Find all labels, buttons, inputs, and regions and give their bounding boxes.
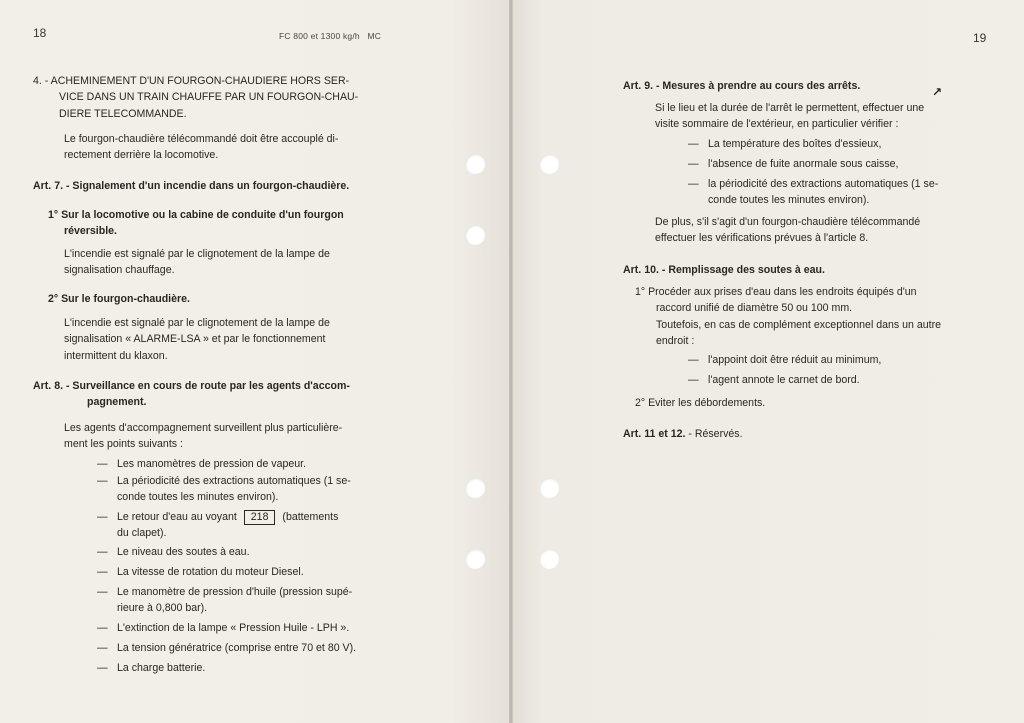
dash-bullet: — [97, 511, 108, 523]
list-item-text: l'appoint doit être réduit au minimum, [708, 354, 882, 366]
dash-bullet: — [97, 475, 108, 487]
title-line: pagnement. [87, 396, 147, 409]
art9-title: Art. 9. - Mesures à prendre au cours des arrêts. [623, 80, 861, 92]
book-gutter [509, 0, 513, 723]
dash-bullet: — [97, 622, 108, 634]
list-item [97, 660, 402, 676]
paragraph-line: Le fourgon-chaudière télécommandé doit être accouplé di- [64, 133, 339, 145]
left-page-number: 18 [33, 26, 47, 40]
art10-item2: 2° Eviter les débordements. [635, 397, 766, 409]
section-4-heading [33, 73, 403, 122]
dash-bullet: — [97, 566, 108, 578]
binder-hole [465, 225, 485, 245]
list-item-text: l'agent annote le carnet de bord. [708, 374, 860, 386]
paragraph-line: signalisation chauffage. [64, 264, 175, 277]
list-item-text: conde toutes les minutes environ). [117, 491, 279, 504]
dash-bullet: — [688, 138, 699, 150]
list-item-text: rieure à 0,800 bar). [117, 602, 208, 615]
dash-bullet: — [97, 586, 108, 598]
list-item-text: L'extinction de la lampe « Pression Huile - LPH ». [117, 622, 350, 634]
binder-hole [465, 478, 485, 498]
paragraph-line: ment les points suivants : [64, 438, 183, 451]
list-item-text: Le retour d'eau au voyant [117, 511, 237, 523]
list-item [97, 640, 407, 656]
art9-paragraph [655, 100, 995, 133]
list-item-text: La périodicité des extractions automatiques (1 se- [117, 475, 351, 487]
dash-bullet: — [688, 178, 699, 190]
running-header: FC 800 et 1300 kg/h MC [279, 31, 382, 41]
dash-bullet: — [688, 158, 699, 170]
art7-item2-paragraph [64, 315, 399, 364]
dash-bullet: — [688, 354, 699, 366]
list-item-text: La charge batterie. [117, 662, 206, 674]
dash-bullet: — [97, 642, 108, 654]
paragraph-line: visite sommaire de l'extérieur, en particulier vérifier : [655, 118, 899, 131]
dash-bullet: — [688, 374, 699, 386]
paragraph-line: endroit : [656, 334, 695, 347]
list-item-text: Le manomètre de pression d'huile (pression supé- [117, 586, 353, 598]
paragraph-line: Les agents d'accompagnement surveillent plus particulière- [64, 422, 343, 434]
list-item [688, 156, 988, 172]
dash-bullet: — [97, 662, 108, 674]
list-item [688, 372, 988, 388]
list-item-text: conde toutes les minutes environ). [708, 194, 870, 207]
list-item [97, 584, 402, 617]
list-item [688, 136, 988, 152]
list-item [688, 176, 993, 209]
list-item-text: La vitesse de rotation du moteur Diesel. [117, 566, 304, 578]
paragraph-line: De plus, s'il s'agit d'un fourgon-chaudière télécommandé [655, 216, 921, 228]
list-item-text: Le niveau des soutes à eau. [117, 546, 250, 558]
list-item [688, 352, 988, 368]
art10-title: Art. 10. - Remplissage des soutes à eau. [623, 264, 825, 276]
art8-paragraph [64, 420, 399, 453]
dash-bullet: — [97, 546, 108, 558]
paragraph-line: raccord unifié de diamètre 50 ou 100 mm. [656, 302, 853, 315]
right-page-number: 19 [973, 31, 987, 45]
list-item-text: La tension génératrice (comprise entre 70 et 80 V). [117, 642, 357, 654]
art11-12 [623, 426, 923, 442]
art8-title [33, 378, 403, 411]
pen-mark-icon: ↗ [932, 85, 943, 99]
binder-hole [465, 549, 485, 569]
art7-item1-paragraph [64, 246, 399, 279]
paragraph-line: rectement derrière la locomotive. [64, 149, 219, 162]
title-line: Art. 8. - Surveillance en cours de route par les agents d'accom- [33, 380, 350, 392]
art11-title: Art. 11 et 12. [623, 428, 686, 440]
art7-title: Art. 7. - Signalement d'un incendie dans un fourgon-chaudière. [33, 180, 350, 192]
paragraph-line: Si le lieu et la durée de l'arrêt le permettent, effectuer une [655, 102, 925, 114]
title-line: réversible. [64, 225, 118, 238]
binder-hole [539, 549, 559, 569]
list-item [97, 564, 402, 580]
art7-item2-title: 2° Sur le fourgon-chaudière. [48, 293, 190, 305]
title-line: 1° Sur la locomotive ou la cabine de conduite d'un fourgon [48, 209, 344, 221]
dash-bullet: — [97, 458, 108, 470]
binder-hole [539, 154, 559, 174]
art11-text: - Réservés. [685, 428, 743, 440]
reference-box: 218 [244, 510, 276, 525]
list-item-text: du clapet). [117, 527, 167, 540]
list-item [97, 620, 407, 636]
list-item [97, 544, 402, 560]
list-item [97, 473, 402, 506]
paragraph-line: intermittent du klaxon. [64, 349, 168, 362]
binder-hole [465, 154, 485, 174]
list-item-text: Les manomètres de pression de vapeur. [117, 458, 307, 470]
section-4-paragraph [64, 131, 399, 164]
list-item-text: (battements [282, 511, 339, 523]
list-item-text: La température des boîtes d'essieux, [708, 138, 882, 150]
paragraph-line: Toutefois, en cas de complément exceptionnel dans un autre [656, 318, 942, 331]
list-item [97, 456, 402, 472]
list-item-text: la périodicité des extractions automatiques (1 se- [708, 178, 939, 190]
list-item-text: l'absence de fuite anormale sous caisse, [708, 158, 899, 170]
paragraph-line: L'incendie est signalé par le clignotement de la lampe de [64, 248, 330, 260]
paragraph-line: L'incendie est signalé par le clignotement de la lampe de [64, 317, 330, 329]
art9-paragraph-2 [655, 214, 995, 247]
paragraph-line: effectuer les vérifications prévues à l'article 8. [655, 232, 869, 245]
list-item [97, 509, 402, 542]
heading-line: 4. - ACHEMINEMENT D'UN FOURGON-CHAUDIERE HORS SER- [33, 75, 350, 87]
art10-item1 [635, 284, 995, 349]
heading-line: VICE DANS UN TRAIN CHAUFFE PAR UN FOURGON-CHAU- [59, 91, 359, 104]
paragraph-line: signalisation « ALARME-LSA » et par le fonctionnement [64, 333, 326, 346]
paragraph-line: 1° Procéder aux prises d'eau dans les endroits équipés d'un [635, 286, 917, 298]
heading-line: DIERE TELECOMMANDE. [59, 107, 187, 120]
art7-item1-title [48, 207, 408, 240]
binder-hole [539, 478, 559, 498]
